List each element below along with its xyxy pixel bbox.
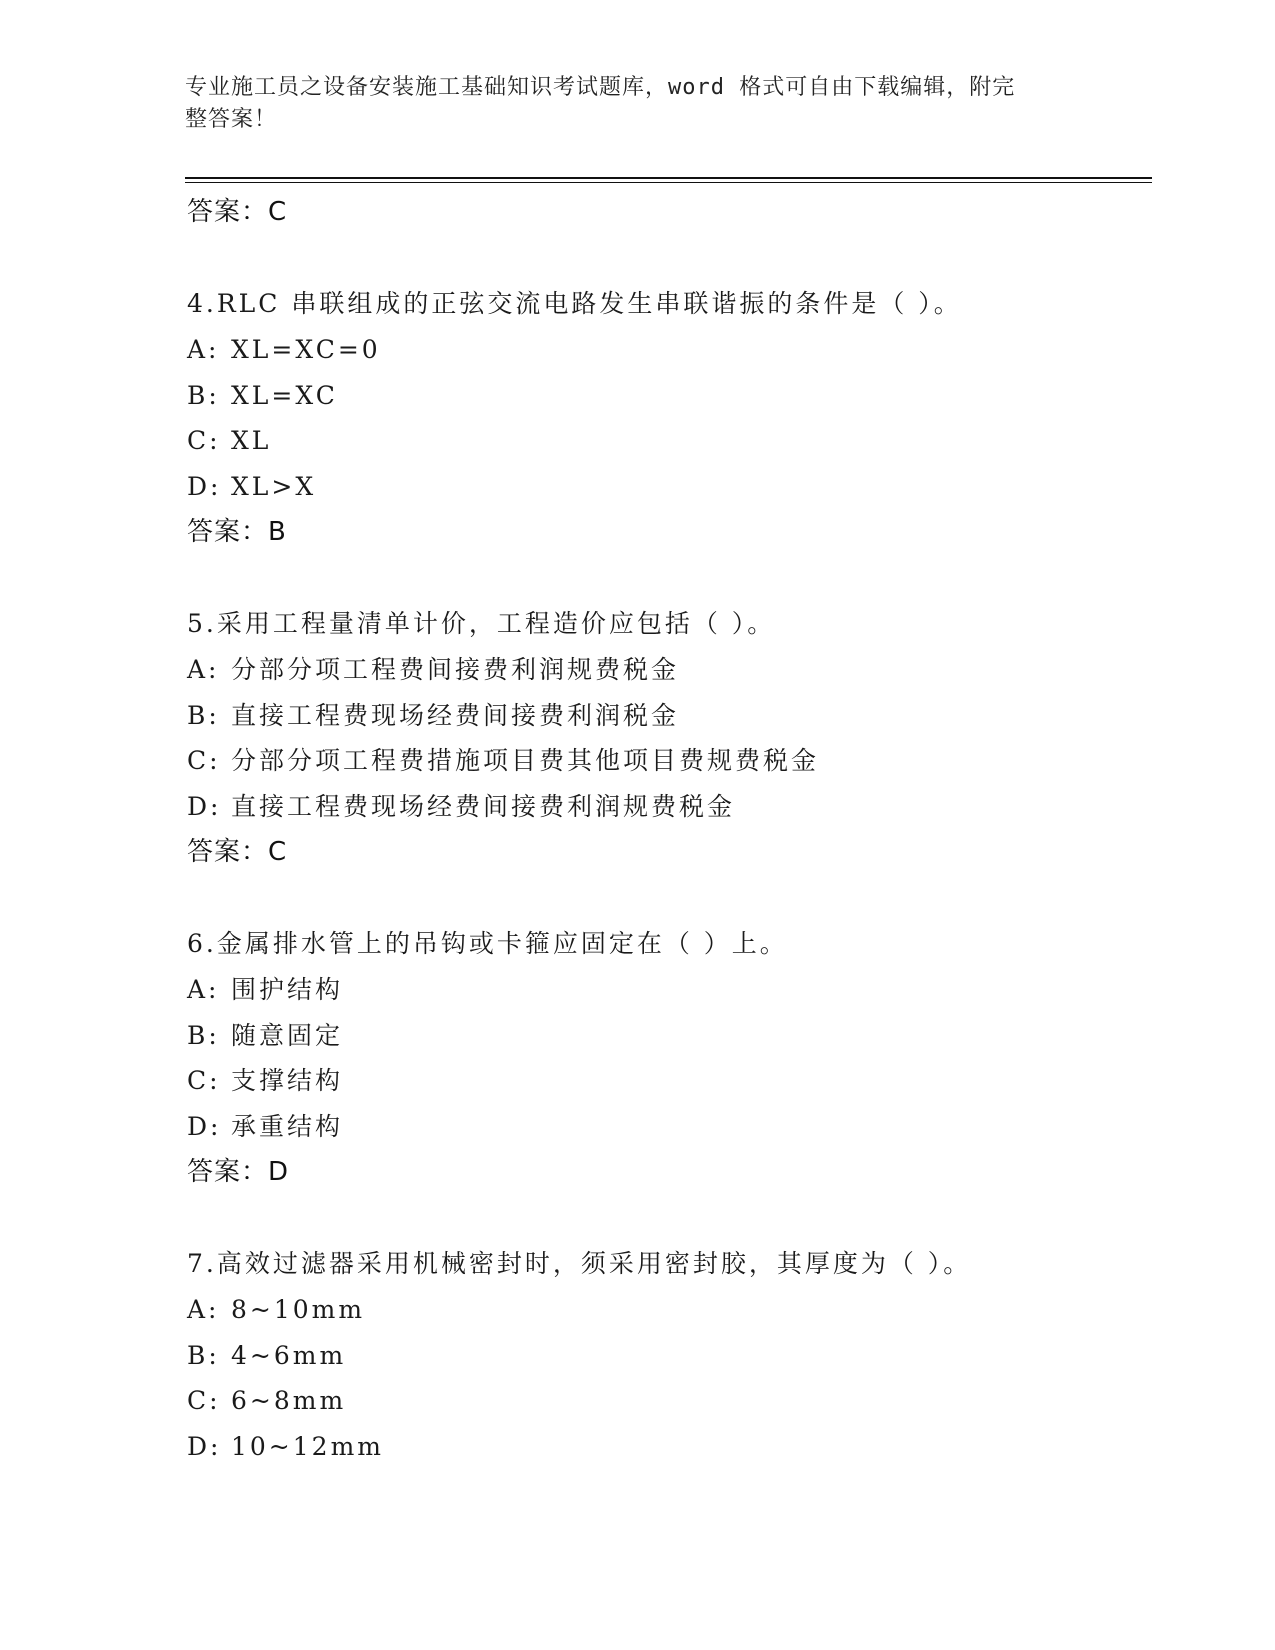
option-d [187, 785, 1147, 831]
option-a [187, 648, 1147, 694]
option-a [187, 968, 1147, 1014]
option-text: 4~6mm [231, 1340, 347, 1370]
option-c [187, 419, 1147, 465]
question-7 [187, 1242, 1147, 1470]
option-key: A: [187, 1295, 220, 1324]
option-text: 承重结构 [231, 1111, 344, 1141]
option-a [187, 328, 1147, 374]
answer-line: 答案：C [187, 837, 288, 867]
option-text: 直接工程费现场经费间接费利润规费税金 [231, 791, 736, 821]
answer-line: 答案：D [187, 1157, 290, 1187]
header-divider-thin [185, 182, 1152, 183]
option-key: C: [187, 746, 221, 775]
question-5 [187, 602, 1147, 876]
option-key: A: [187, 975, 220, 1004]
option-c [187, 739, 1147, 785]
option-key: C: [187, 1386, 221, 1415]
option-text: 8~10mm [231, 1295, 366, 1324]
option-b [187, 1334, 1147, 1380]
option-text: 分部分项工程费措施项目费其他项目费规费税金 [231, 746, 820, 775]
question-4 [187, 282, 1147, 556]
option-key: A: [187, 335, 220, 364]
header-line-2: 整答案！ [185, 107, 278, 132]
question-stem: 5.采用工程量清单计价，工程造价应包括（ ）。 [187, 609, 776, 638]
option-d [187, 1425, 1147, 1471]
option-text: XL [231, 426, 272, 455]
option-key: B: [187, 700, 220, 730]
option-text: XL>X [231, 471, 317, 501]
option-d [187, 465, 1147, 511]
option-text: 直接工程费现场经费间接费利润税金 [231, 700, 680, 730]
header-divider-thick [185, 177, 1152, 179]
question-stem: 4.RLC 串联组成的正弦交流电路发生串联谐振的条件是（ ）。 [187, 289, 962, 318]
option-key: C: [187, 426, 221, 455]
question-stem: 6.金属排水管上的吊钩或卡箍应固定在（ ）上。 [187, 929, 788, 958]
option-key: B: [187, 380, 220, 410]
question-stem: 7.高效过滤器采用机械密封时，须采用密封胶，其厚度为（ ）。 [187, 1249, 972, 1278]
question-6 [187, 922, 1147, 1196]
option-b [187, 374, 1147, 420]
option-key: A: [187, 655, 220, 684]
option-d [187, 1105, 1147, 1151]
option-key: B: [187, 1340, 220, 1370]
option-text: 10~12mm [231, 1431, 384, 1461]
option-text: 随意固定 [231, 1020, 344, 1050]
option-c [187, 1059, 1147, 1105]
option-text: 围护结构 [231, 975, 344, 1004]
option-key: D: [187, 471, 222, 501]
option-c [187, 1379, 1147, 1425]
question-list [187, 190, 1147, 1470]
option-b [187, 694, 1147, 740]
option-b [187, 1014, 1147, 1060]
header-line-1: 专业施工员之设备安装施工基础知识考试题库，word 格式可自由下载编辑，附完 [185, 75, 1016, 100]
option-key: C: [187, 1066, 221, 1095]
option-text: 支撑结构 [231, 1066, 344, 1095]
option-key: D: [187, 1111, 222, 1141]
option-a [187, 1288, 1147, 1334]
option-text: 分部分项工程费间接费利润规费税金 [231, 655, 680, 684]
option-text: XL=XC [231, 380, 338, 410]
document-header [185, 72, 1065, 136]
option-text: 6~8mm [231, 1386, 347, 1415]
option-text: XL=XC=0 [231, 335, 381, 364]
answer-line-q3: 答案：C [187, 197, 288, 227]
answer-line: 答案：B [187, 517, 287, 547]
option-key: B: [187, 1020, 220, 1050]
option-key: D: [187, 1431, 222, 1461]
option-key: D: [187, 791, 222, 821]
